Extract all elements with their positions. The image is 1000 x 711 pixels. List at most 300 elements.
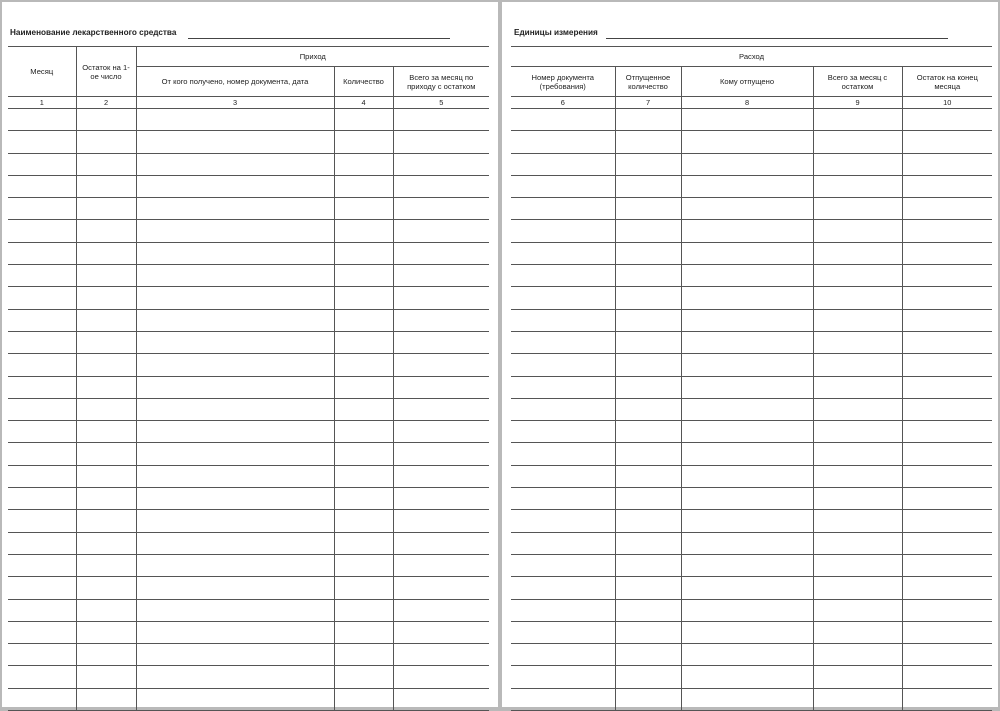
table-cell[interactable] [511, 421, 615, 443]
table-cell[interactable] [393, 175, 489, 197]
table-cell[interactable] [8, 153, 76, 175]
table-cell[interactable] [334, 398, 393, 420]
table-cell[interactable] [136, 331, 334, 353]
table-cell[interactable] [8, 131, 76, 153]
table-cell[interactable] [334, 220, 393, 242]
table-row [8, 621, 489, 643]
table-cell[interactable] [8, 198, 76, 220]
table-cell[interactable] [76, 666, 136, 688]
table-cell[interactable] [334, 577, 393, 599]
table-row [511, 153, 992, 175]
table-cell[interactable] [681, 354, 813, 376]
table-cell[interactable] [902, 510, 992, 532]
table-cell[interactable] [813, 688, 902, 710]
table-cell[interactable] [681, 532, 813, 554]
table-cell[interactable] [511, 465, 615, 487]
table-cell[interactable] [334, 644, 393, 666]
table-cell[interactable] [393, 577, 489, 599]
table-cell[interactable] [902, 354, 992, 376]
table-cell[interactable] [615, 331, 681, 353]
table-cell[interactable] [334, 198, 393, 220]
table-cell[interactable] [681, 644, 813, 666]
table-cell[interactable] [334, 331, 393, 353]
table-cell[interactable] [511, 398, 615, 420]
table-cell[interactable] [136, 621, 334, 643]
table-cell[interactable] [902, 109, 992, 131]
table-cell[interactable] [615, 621, 681, 643]
table-cell[interactable] [393, 109, 489, 131]
table-cell[interactable] [334, 488, 393, 510]
table-cell[interactable] [76, 554, 136, 576]
table-cell[interactable] [902, 644, 992, 666]
table-cell[interactable] [136, 554, 334, 576]
table-cell[interactable] [615, 220, 681, 242]
table-cell[interactable] [8, 554, 76, 576]
table-cell[interactable] [511, 644, 615, 666]
table-cell[interactable] [8, 398, 76, 420]
table-cell[interactable] [76, 220, 136, 242]
table-cell[interactable] [136, 131, 334, 153]
table-cell[interactable] [136, 688, 334, 710]
table-cell[interactable] [8, 220, 76, 242]
table-cell[interactable] [136, 287, 334, 309]
table-cell[interactable] [615, 309, 681, 331]
table-cell[interactable] [136, 309, 334, 331]
table-cell[interactable] [334, 242, 393, 264]
table-cell[interactable] [393, 621, 489, 643]
table-cell[interactable] [76, 577, 136, 599]
table-row [511, 354, 992, 376]
table-cell[interactable] [393, 376, 489, 398]
table-cell[interactable] [334, 287, 393, 309]
table-cell[interactable] [76, 354, 136, 376]
table-row [8, 354, 489, 376]
table-cell[interactable] [393, 443, 489, 465]
table-cell[interactable] [393, 309, 489, 331]
table-cell[interactable] [393, 331, 489, 353]
table-row [8, 175, 489, 197]
table-cell[interactable] [813, 153, 902, 175]
table-cell[interactable] [902, 131, 992, 153]
table-cell[interactable] [393, 599, 489, 621]
table-cell[interactable] [813, 309, 902, 331]
table-cell[interactable] [511, 198, 615, 220]
table-cell[interactable] [902, 198, 992, 220]
table-cell[interactable] [334, 421, 393, 443]
table-cell[interactable] [902, 421, 992, 443]
table-cell[interactable] [76, 599, 136, 621]
table-cell[interactable] [8, 109, 76, 131]
table-cell[interactable] [813, 621, 902, 643]
table-cell[interactable] [813, 131, 902, 153]
table-cell[interactable] [902, 220, 992, 242]
table-cell[interactable] [615, 153, 681, 175]
table-cell[interactable] [136, 376, 334, 398]
table-cell[interactable] [902, 465, 992, 487]
table-cell[interactable] [681, 265, 813, 287]
table-cell[interactable] [615, 398, 681, 420]
table-cell[interactable] [511, 331, 615, 353]
table-cell[interactable] [902, 621, 992, 643]
table-cell[interactable] [76, 688, 136, 710]
table-cell[interactable] [681, 621, 813, 643]
col-number: 5 [393, 97, 489, 109]
table-cell[interactable] [334, 354, 393, 376]
table-cell[interactable] [902, 488, 992, 510]
table-cell[interactable] [8, 376, 76, 398]
table-cell[interactable] [681, 510, 813, 532]
table-cell[interactable] [511, 242, 615, 264]
table-cell[interactable] [76, 153, 136, 175]
table-cell[interactable] [615, 421, 681, 443]
table-cell[interactable] [393, 688, 489, 710]
table-cell[interactable] [681, 398, 813, 420]
table-cell[interactable] [681, 309, 813, 331]
table-cell[interactable] [813, 265, 902, 287]
table-cell[interactable] [511, 554, 615, 576]
table-cell[interactable] [813, 577, 902, 599]
table-cell[interactable] [902, 532, 992, 554]
table-cell[interactable] [681, 421, 813, 443]
table-cell[interactable] [8, 175, 76, 197]
table-cell[interactable] [813, 644, 902, 666]
table-cell[interactable] [615, 265, 681, 287]
table-cell[interactable] [511, 510, 615, 532]
table-cell[interactable] [902, 443, 992, 465]
table-cell[interactable] [615, 287, 681, 309]
table-cell[interactable] [813, 175, 902, 197]
table-cell[interactable] [76, 109, 136, 131]
table-cell[interactable] [8, 577, 76, 599]
table-cell[interactable] [813, 666, 902, 688]
table-cell[interactable] [8, 666, 76, 688]
table-cell[interactable] [393, 488, 489, 510]
table-cell[interactable] [8, 599, 76, 621]
table-cell[interactable] [334, 131, 393, 153]
table-cell[interactable] [8, 688, 76, 710]
table-cell[interactable] [615, 488, 681, 510]
table-cell[interactable] [136, 443, 334, 465]
table-cell[interactable] [136, 398, 334, 420]
table-row [8, 644, 489, 666]
table-cell[interactable] [8, 621, 76, 643]
table-cell[interactable] [136, 220, 334, 242]
table-cell[interactable] [615, 198, 681, 220]
table-cell[interactable] [136, 153, 334, 175]
table-cell[interactable] [813, 331, 902, 353]
table-cell[interactable] [813, 532, 902, 554]
table-cell[interactable] [334, 376, 393, 398]
table-cell[interactable] [615, 131, 681, 153]
table-cell[interactable] [902, 265, 992, 287]
table-row [511, 488, 992, 510]
col-total-income: Всего за месяц по приходу с остатком [393, 67, 489, 97]
table-cell[interactable] [334, 532, 393, 554]
table-cell[interactable] [76, 309, 136, 331]
table-cell[interactable] [76, 621, 136, 643]
table-cell[interactable] [615, 443, 681, 465]
table-cell[interactable] [681, 599, 813, 621]
table-cell[interactable] [813, 398, 902, 420]
table-cell[interactable] [8, 242, 76, 264]
table-cell[interactable] [681, 666, 813, 688]
drug-name-label: Наименование лекарственного средства [10, 28, 177, 37]
table-cell[interactable] [902, 376, 992, 398]
table-cell[interactable] [393, 220, 489, 242]
table-cell[interactable] [334, 688, 393, 710]
table-cell[interactable] [76, 198, 136, 220]
units-field[interactable] [606, 38, 948, 39]
left-page [2, 2, 498, 707]
table-row [511, 421, 992, 443]
table-cell[interactable] [136, 577, 334, 599]
table-cell[interactable] [393, 131, 489, 153]
table-cell[interactable] [902, 331, 992, 353]
table-cell[interactable] [393, 153, 489, 175]
table-cell[interactable] [511, 688, 615, 710]
table-cell[interactable] [393, 287, 489, 309]
table-cell[interactable] [76, 398, 136, 420]
table-cell[interactable] [393, 644, 489, 666]
table-cell[interactable] [136, 510, 334, 532]
table-cell[interactable] [136, 175, 334, 197]
table-row [511, 398, 992, 420]
table-cell[interactable] [76, 465, 136, 487]
table-cell[interactable] [393, 532, 489, 554]
table-cell[interactable] [615, 599, 681, 621]
table-cell[interactable] [393, 465, 489, 487]
table-cell[interactable] [615, 644, 681, 666]
table-cell[interactable] [511, 265, 615, 287]
table-cell[interactable] [681, 554, 813, 576]
table-row [8, 688, 489, 710]
table-cell[interactable] [334, 621, 393, 643]
table-cell[interactable] [681, 198, 813, 220]
table-cell[interactable] [8, 465, 76, 487]
table-cell[interactable] [511, 131, 615, 153]
col-number: 1 [8, 97, 76, 109]
table-row [511, 510, 992, 532]
table-cell[interactable] [511, 443, 615, 465]
table-cell[interactable] [615, 688, 681, 710]
table-cell[interactable] [511, 354, 615, 376]
table-cell[interactable] [393, 510, 489, 532]
table-row [8, 577, 489, 599]
table-cell[interactable] [334, 309, 393, 331]
table-cell[interactable] [813, 220, 902, 242]
table-cell[interactable] [8, 488, 76, 510]
table-cell[interactable] [813, 443, 902, 465]
table-cell[interactable] [334, 599, 393, 621]
table-cell[interactable] [136, 198, 334, 220]
table-cell[interactable] [511, 287, 615, 309]
table-cell[interactable] [902, 242, 992, 264]
table-cell[interactable] [681, 488, 813, 510]
table-cell[interactable] [615, 510, 681, 532]
table-row [511, 376, 992, 398]
table-cell[interactable] [813, 554, 902, 576]
table-cell[interactable] [8, 644, 76, 666]
table-cell[interactable] [76, 242, 136, 264]
table-cell[interactable] [511, 488, 615, 510]
table-cell[interactable] [511, 309, 615, 331]
table-cell[interactable] [615, 242, 681, 264]
table-cell[interactable] [136, 354, 334, 376]
table-row [8, 666, 489, 688]
table-cell[interactable] [136, 644, 334, 666]
table-cell[interactable] [136, 465, 334, 487]
table-cell[interactable] [681, 220, 813, 242]
table-cell[interactable] [681, 331, 813, 353]
table-cell[interactable] [511, 175, 615, 197]
table-cell[interactable] [511, 532, 615, 554]
table-cell[interactable] [681, 443, 813, 465]
table-cell[interactable] [334, 153, 393, 175]
table-cell[interactable] [334, 265, 393, 287]
table-cell[interactable] [334, 109, 393, 131]
table-row [511, 532, 992, 554]
table-cell[interactable] [902, 666, 992, 688]
table-cell[interactable] [615, 175, 681, 197]
table-cell[interactable] [76, 488, 136, 510]
table-cell[interactable] [393, 198, 489, 220]
table-cell[interactable] [334, 666, 393, 688]
table-cell[interactable] [902, 688, 992, 710]
table-cell[interactable] [76, 421, 136, 443]
table-cell[interactable] [615, 109, 681, 131]
table-cell[interactable] [76, 532, 136, 554]
table-cell[interactable] [511, 666, 615, 688]
table-cell[interactable] [615, 554, 681, 576]
table-cell[interactable] [813, 198, 902, 220]
table-cell[interactable] [813, 421, 902, 443]
table-cell[interactable] [76, 131, 136, 153]
table-cell[interactable] [902, 309, 992, 331]
table-cell[interactable] [681, 577, 813, 599]
table-cell[interactable] [393, 265, 489, 287]
table-cell[interactable] [136, 265, 334, 287]
table-cell[interactable] [511, 153, 615, 175]
table-cell[interactable] [902, 577, 992, 599]
col-number: 6 [511, 97, 615, 109]
table-cell[interactable] [615, 666, 681, 688]
table-cell[interactable] [511, 220, 615, 242]
table-cell[interactable] [813, 354, 902, 376]
table-cell[interactable] [76, 376, 136, 398]
table-cell[interactable] [813, 376, 902, 398]
table-cell[interactable] [76, 644, 136, 666]
table-row [511, 554, 992, 576]
table-cell[interactable] [334, 175, 393, 197]
table-cell[interactable] [8, 309, 76, 331]
table-cell[interactable] [334, 465, 393, 487]
table-cell[interactable] [334, 443, 393, 465]
table-cell[interactable] [902, 554, 992, 576]
table-cell[interactable] [902, 153, 992, 175]
table-cell[interactable] [902, 175, 992, 197]
table-cell[interactable] [393, 666, 489, 688]
table-cell[interactable] [813, 109, 902, 131]
table-cell[interactable] [511, 599, 615, 621]
table-cell[interactable] [393, 421, 489, 443]
table-cell[interactable] [902, 398, 992, 420]
table-cell[interactable] [681, 465, 813, 487]
table-cell[interactable] [681, 376, 813, 398]
table-cell[interactable] [393, 398, 489, 420]
table-row [8, 331, 489, 353]
table-cell[interactable] [76, 175, 136, 197]
table-cell[interactable] [76, 265, 136, 287]
table-cell[interactable] [8, 265, 76, 287]
table-cell[interactable] [8, 354, 76, 376]
table-cell[interactable] [8, 510, 76, 532]
table-cell[interactable] [813, 242, 902, 264]
table-cell[interactable] [681, 175, 813, 197]
table-cell[interactable] [136, 421, 334, 443]
table-cell[interactable] [334, 510, 393, 532]
table-cell[interactable] [615, 577, 681, 599]
table-cell[interactable] [681, 287, 813, 309]
table-cell[interactable] [615, 376, 681, 398]
table-cell[interactable] [8, 287, 76, 309]
table-cell[interactable] [681, 688, 813, 710]
table-cell[interactable] [136, 666, 334, 688]
table-cell[interactable] [8, 532, 76, 554]
table-cell[interactable] [511, 109, 615, 131]
table-cell[interactable] [902, 287, 992, 309]
table-cell[interactable] [511, 376, 615, 398]
table-cell[interactable] [681, 109, 813, 131]
table-cell[interactable] [511, 577, 615, 599]
table-cell[interactable] [902, 599, 992, 621]
table-cell[interactable] [615, 354, 681, 376]
drug-name-field[interactable] [188, 38, 450, 39]
table-cell[interactable] [8, 331, 76, 353]
table-cell[interactable] [393, 242, 489, 264]
table-cell[interactable] [136, 599, 334, 621]
table-row [511, 287, 992, 309]
table-cell[interactable] [813, 510, 902, 532]
table-row [511, 265, 992, 287]
table-cell[interactable] [393, 554, 489, 576]
table-cell[interactable] [136, 109, 334, 131]
table-cell[interactable] [76, 331, 136, 353]
table-cell[interactable] [615, 465, 681, 487]
table-row [511, 198, 992, 220]
table-cell[interactable] [615, 532, 681, 554]
table-cell[interactable] [136, 242, 334, 264]
table-cell[interactable] [136, 532, 334, 554]
table-cell[interactable] [813, 287, 902, 309]
table-cell[interactable] [813, 465, 902, 487]
table-cell[interactable] [8, 421, 76, 443]
table-cell[interactable] [136, 488, 334, 510]
table-cell[interactable] [393, 354, 489, 376]
table-cell[interactable] [511, 621, 615, 643]
table-cell[interactable] [813, 488, 902, 510]
table-cell[interactable] [76, 443, 136, 465]
table-row [511, 109, 992, 131]
table-row [511, 666, 992, 688]
table-cell[interactable] [334, 554, 393, 576]
table-cell[interactable] [813, 599, 902, 621]
table-cell[interactable] [681, 131, 813, 153]
table-cell[interactable] [8, 443, 76, 465]
table-cell[interactable] [76, 510, 136, 532]
table-cell[interactable] [76, 287, 136, 309]
table-cell[interactable] [681, 242, 813, 264]
table-cell[interactable] [681, 153, 813, 175]
